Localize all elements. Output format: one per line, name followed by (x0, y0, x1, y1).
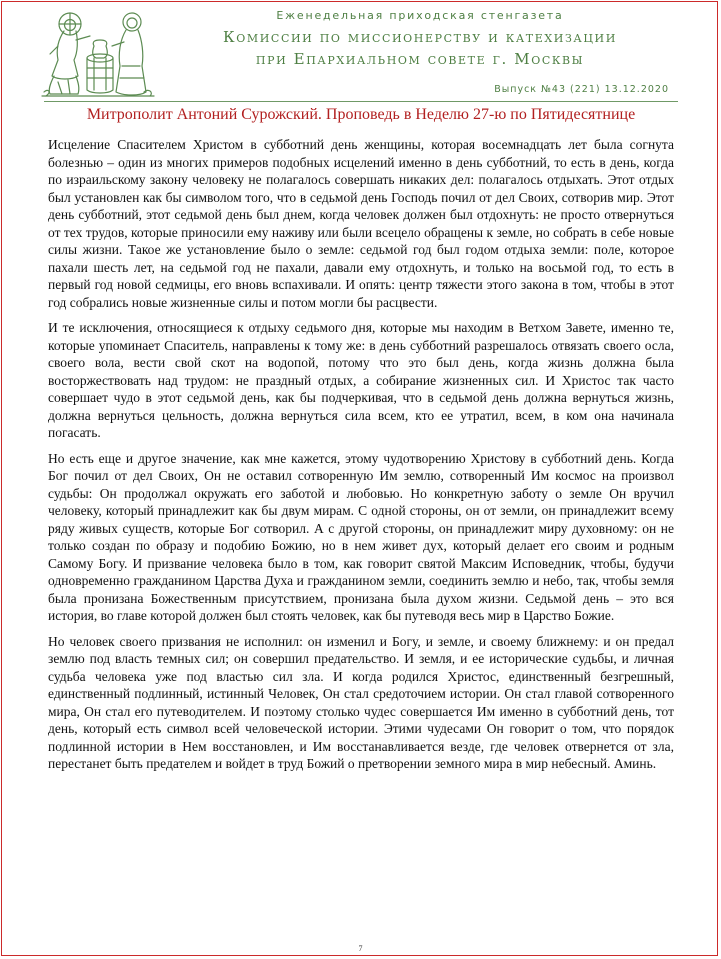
newsletter-kicker: Еженедельная приходская стенгазета (276, 9, 564, 22)
paragraph: Но человек своего призвания не исполнил: он изменил и Богу, и земле, и своему ближнему: и он предал землю под власть темных сил; он совершил предательство. И земля, и ее исторические судьбы, и личная судьба человека уже под властью сил зла. И когда родился Христос, единственный безгрешный, единственный подлинный, истинный Человек, Он стал средоточием истории. Он стал главой сотворенного мира, Он стал его путеводителем. И поэтому столько чудес совершается Им именно в субботний день, тот день, который есть символ всей человеческой истории. Этими чудесами Он говорит о том, что порядок подлинной истории в Нем восстановлен, и Им восстанавливается везде, где человек отвернется от зла, перестанет быть предателем и войдет в труд Божий о претворении земного мира в мир небесный. Аминь. (48, 633, 674, 771)
masthead-line-2: при Епархиальном совете г. Москвы (255, 50, 585, 68)
christ-and-samaritan-woman-icon (28, 6, 160, 100)
paragraph: И те исключения, относящиеся к отдыху седьмого дня, которые мы находим в Ветхом Завете, именно те, которые упоминает Спаситель, направлены к тому же: в день субботний разрешалось отвязать своего осла, своего вола, вести свой скот на водопой, потому что это был день, когда жизнь должна была восторжествовать над трудом: не праздный отдых, а собирание жизненных сил. И Христос так часто совершает чудо в этот седьмой день, как бы подчеркивая, что в седьмой день должна вернуться жизнь, должна вернуться цельность, должна вернуться сила всем, кто ее утратил, всем, в ком она начинала погасать. (48, 320, 674, 440)
article-body (48, 136, 674, 781)
issue-number: Выпуск №43 (221) 13.12.2020 (494, 84, 669, 95)
masthead (160, 26, 680, 70)
header-divider (44, 101, 678, 102)
paragraph: Но есть еще и другое значение, как мне кажется, этому чудотворению Христову в субботний день. Когда Бог почил от дел Своих, Он не оставил сотворенную Им землю, сотворенный Им космос на произвол судьбы: Он продолжал окружать его заботой и любовью. Но конкретную заботу о земле Он вручил человеку, который принадлежит как бы двум мирам. С одной стороны, он от земли, он принадлежит всему ряду живых существ, которые Бог сотворил. А с другой стороны, он принадлежит миру духовному: он не только создан по образу и подобию Божию, но в нем живет дух, который делает его своим и родным Самому Богу. И призвание человека было в том, как говорит святой Максим Исповедник, чтобы, будучи одновременно гражданином Царства Духа и гражданином земли, соединить землю и небо, так, чтобы земля была пронизана Божественным присутствием, пронизана была духом жизни. Седьмой день – это вся история, во главе которой должен был стоять человек, как бы путеводя весь мир в Царство Божие. (48, 450, 674, 623)
masthead-line-1: Комиссии по миссионерству и катехизации (223, 28, 617, 46)
paragraph: Исцеление Спасителем Христом в субботний день женщины, которая восемнадцать лет была согнута болезнью – один из многих примеров подобных исцелений именно в день субботний, то есть в день, когда по израильскому закону человеку не полагалось совершать никаких дел: полагалось отдыхать. Этот отдых был установлен как бы символом того, что в седьмой день Господь почил от дел Своих, сотворив мир. Этот день субботний, этот седьмой день был днем, когда человек должен был отдохнуть: не просто отвернуться от тех трудов, которые приносили ему наживу или были всецело обращены к земле, но собрать в себе новые силы жизни. Такое же установление было о земле: седьмой год был годом отдыха земли: поле, которое пахали шесть лет, на седьмой год не пахали, давали ему отдохнуть, и только на восьмой год, то есть в первый год новой седмицы, его вновь вспахивали. И опять: центр тяжести этого закона в том, чтобы в этот год собрались новые жизненные силы и потом могли бы расцвести. (48, 137, 674, 310)
page-number: 7 (358, 944, 363, 953)
article-title: Митрополит Антоний Сурожский. Проповедь в Неделю 27-ю по Пятидесятнице (86, 106, 636, 123)
